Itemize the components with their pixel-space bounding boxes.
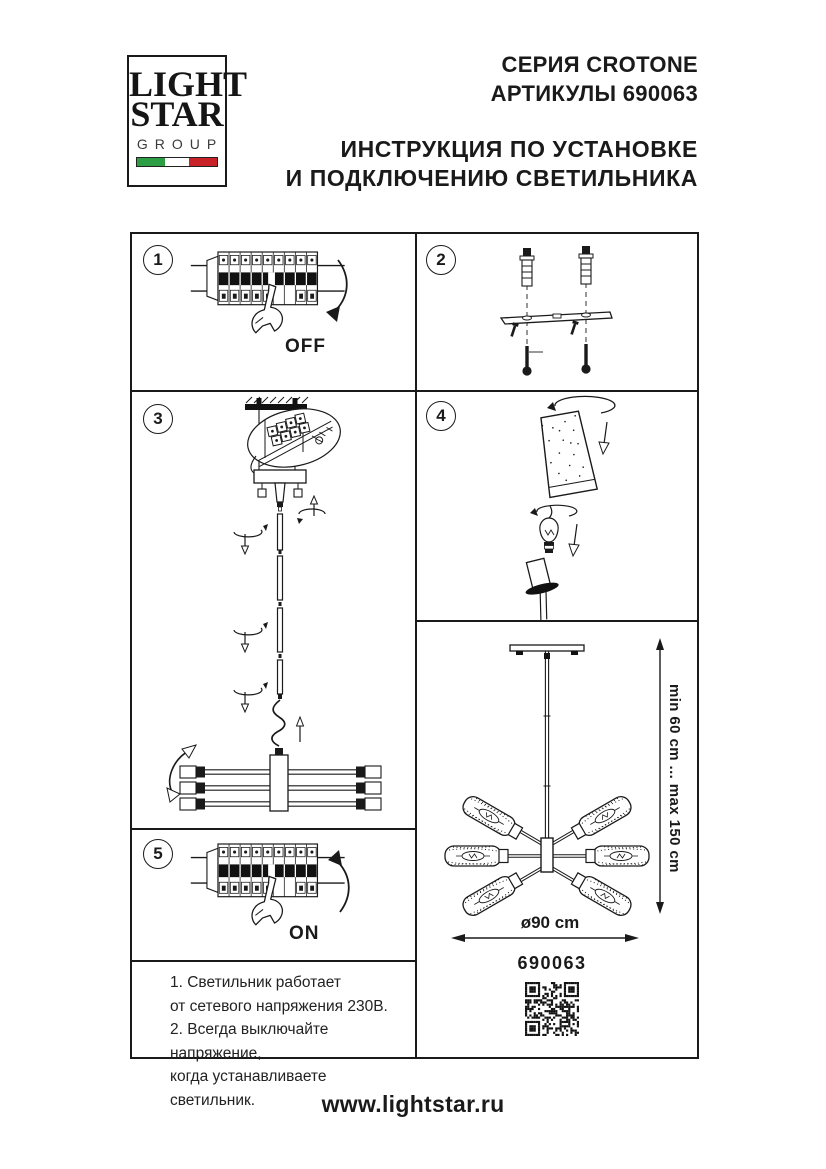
website-url: www.lightstar.ru (321, 1091, 505, 1117)
power-on-diagram (132, 828, 415, 960)
diameter-label: ø90 cm (520, 913, 580, 932)
step-4-badge: 4 (426, 401, 456, 431)
step-5-badge: 5 (143, 839, 173, 869)
terminal-block-balloon (242, 401, 346, 475)
step-2-panel (415, 234, 697, 390)
step-4-panel (415, 390, 697, 620)
glass-shade-icon (536, 410, 597, 497)
central-hub (541, 838, 553, 872)
logo-star: STAR (130, 94, 224, 134)
lightstar-logo (127, 55, 248, 187)
step-3-badge: 3 (143, 404, 173, 434)
wall-anchor-icon (579, 246, 593, 284)
step-3-panel (132, 390, 415, 828)
ceiling-canopy (510, 645, 584, 651)
rotate-arrow-icon (547, 396, 615, 413)
logo-light: LIGHT (129, 64, 248, 104)
instruction-title-line1: ИНСТРУКЦИЯ ПО УСТАНОВКЕ (340, 136, 698, 162)
ceiling-hatch (246, 397, 308, 403)
screw-icon (581, 344, 590, 374)
small-screw-icon (509, 322, 519, 337)
articles-title: АРТИКУЛЫ 690063 (490, 81, 698, 106)
series-title: СЕРИЯ CROTONE (501, 52, 698, 77)
note-line: когда устанавливаете светильник. (170, 1068, 327, 1109)
screw-icon (522, 346, 543, 376)
small-screw-icon (569, 320, 579, 335)
stem (275, 483, 285, 502)
step-1-panel (132, 234, 415, 390)
off-label: OFF (285, 336, 326, 357)
shade-bulb-diagram (415, 390, 697, 620)
diameter-dimension-line (451, 934, 639, 942)
mounting-bracket-diagram (415, 234, 697, 390)
mounting-plate (254, 470, 306, 483)
step-5-panel (132, 828, 415, 960)
on-label: ON (289, 923, 320, 944)
power-off-diagram (132, 234, 415, 390)
step-1-badge: 1 (143, 245, 173, 275)
chandelier-body (180, 748, 381, 811)
note-line: 1. Светильник работает (170, 974, 341, 991)
title-block (218, 50, 698, 193)
socket-icon (519, 556, 567, 620)
bulb-icon (540, 506, 558, 553)
mounting-bar-icon (501, 312, 612, 324)
logo-group: GROUP (136, 136, 224, 152)
italian-flag-icon (136, 157, 218, 167)
wall-anchor-icon (520, 248, 534, 286)
note-line: от сетевого напряжения 230В. (170, 997, 388, 1015)
height-range-label: min 60 cm ... max 150 cm (666, 683, 683, 873)
step-2-badge: 2 (426, 245, 456, 275)
article-number: 690063 (517, 953, 587, 973)
safety-notes-panel (132, 960, 415, 1109)
qr-code (525, 982, 579, 1036)
instruction-title-line2: И ПОДКЛЮЧЕНИЮ СВЕТИЛЬНИКА (285, 165, 698, 191)
cable (272, 700, 285, 746)
rod-assembly-diagram (132, 390, 415, 828)
note-line: 2. Всегда выключайте напряжение, (170, 1021, 329, 1062)
rotate-arrow-icon (530, 505, 577, 516)
height-dimension-line (656, 638, 664, 914)
product-dimensions-panel (415, 620, 697, 1057)
arrow-up-icon (328, 850, 349, 912)
